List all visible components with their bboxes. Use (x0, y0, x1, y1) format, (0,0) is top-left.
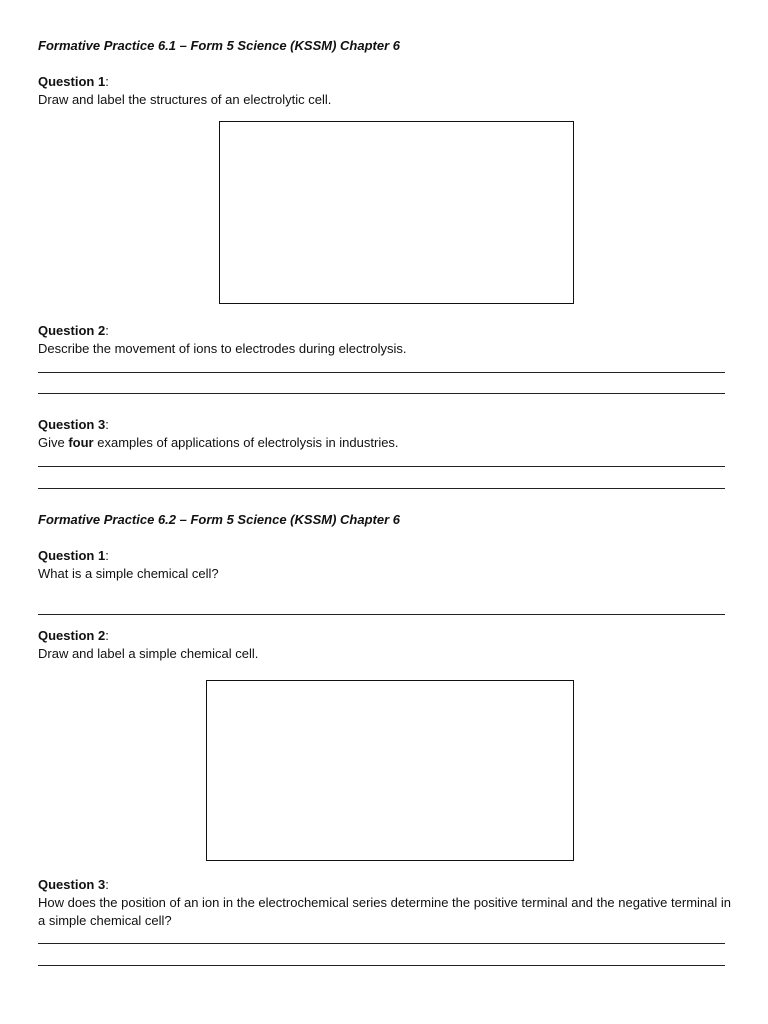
s2-question-1-label (38, 548, 109, 563)
s1-q3-label-text: Question 3 (38, 417, 106, 432)
s2-question-3-text: How does the position of an ion in the electrochemical series determine the positive terminal and the negative terminal in a simple chemical cell? (38, 895, 731, 928)
s1-question-2-label (38, 323, 109, 338)
s1-q2-answer-line-2[interactable] (38, 393, 725, 394)
s1-question-1-label (38, 74, 109, 89)
s1-q1-label-colon: : (105, 74, 109, 89)
section-2-title: Formative Practice 6.2 – Form 5 Science (KSSM) Chapter 6 (38, 512, 400, 527)
s1-q3-text-after: examples of applications of electrolysis in industries. (93, 435, 399, 450)
s2-q1-answer-line-1[interactable] (38, 614, 725, 615)
s2-q2-drawing-box[interactable] (206, 680, 574, 861)
s2-q1-label-text: Question 1 (38, 548, 106, 563)
s2-q3-label-text: Question 3 (38, 877, 106, 892)
s1-q3-text-before: Give (38, 435, 69, 450)
s2-q1-label-colon: : (105, 548, 109, 563)
s2-q2-label-colon: : (105, 628, 109, 643)
s2-question-3-label (38, 877, 109, 892)
s1-q2-label-colon: : (105, 323, 109, 338)
s1-q3-label-colon: : (105, 417, 109, 432)
s2-question-1-text: What is a simple chemical cell? (38, 566, 219, 581)
s1-q1-label-text: Question 1 (38, 74, 106, 89)
s1-question-3-label (38, 417, 109, 432)
s1-q2-label-text: Question 2 (38, 323, 106, 338)
s2-q2-label-text: Question 2 (38, 628, 106, 643)
s2-q3-label-colon: : (105, 877, 109, 892)
s1-q1-drawing-box[interactable] (219, 121, 574, 304)
s1-question-2-text: Describe the movement of ions to electrodes during electrolysis. (38, 341, 407, 356)
s2-q3-answer-line-2[interactable] (38, 965, 725, 966)
s1-question-3-text (38, 434, 399, 452)
s1-q3-answer-line-1[interactable] (38, 466, 725, 467)
s1-question-1-text: Draw and label the structures of an electrolytic cell. (38, 92, 332, 107)
section-1-title: Formative Practice 6.1 – Form 5 Science (KSSM) Chapter 6 (38, 38, 400, 53)
s2-question-2-label (38, 628, 109, 643)
s1-q2-answer-line-1[interactable] (38, 372, 725, 373)
s1-q3-text-bold: four (68, 435, 94, 450)
s2-q3-answer-line-1[interactable] (38, 943, 725, 944)
s1-q3-answer-line-2[interactable] (38, 488, 725, 489)
s2-question-2-text: Draw and label a simple chemical cell. (38, 646, 259, 661)
